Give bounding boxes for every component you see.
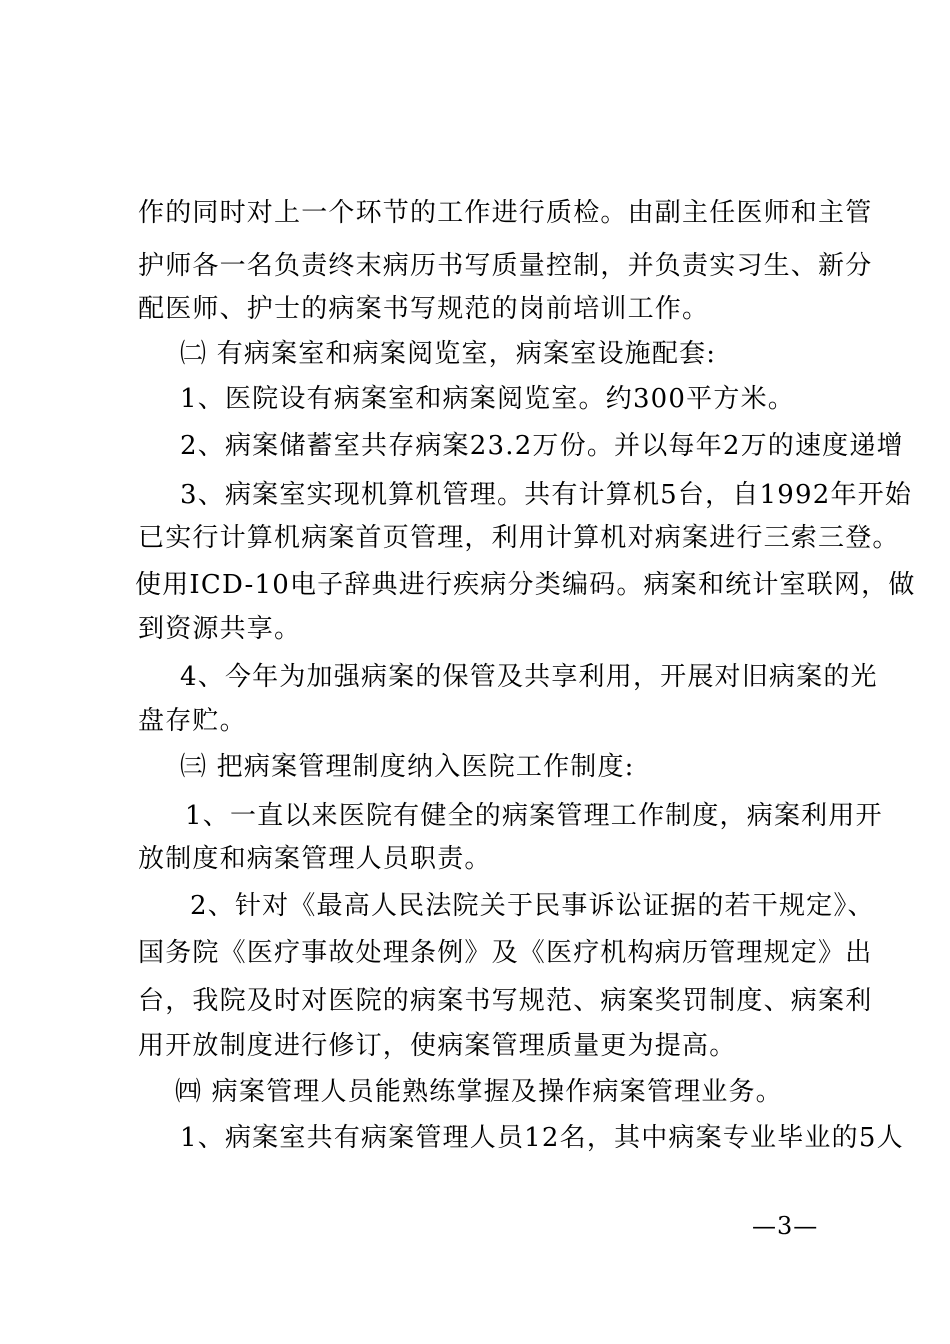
section-heading-4: ㈣ 病案管理人员能熟练掌握及操作病案管理业务。 xyxy=(175,1077,783,1107)
text-line-2: 护师各一名负责终末病历书写质量控制，并负责实习生、新分 xyxy=(138,251,873,281)
text-line-9: 使用ICD-10电子辞典进行疾病分类编码。病案和统计室联网，做 xyxy=(135,570,916,600)
section-heading-3: ㈢ 把病案管理制度纳入医院工作制度: xyxy=(180,752,635,782)
text-line-3: 配医师、护士的病案书写规范的岗前培训工作。 xyxy=(138,294,710,324)
section-heading-2: ㈡ 有病案室和病案阅览室，病案室设施配套: xyxy=(180,339,717,369)
text-line-16: 2、针对《最高人民法院关于民事诉讼证据的若干规定》、 xyxy=(190,891,875,921)
text-line-10: 到资源共享。 xyxy=(138,614,302,644)
text-line-6: 2、病案储蓄室共存病案23.2万份。并以每年2万的速度递增 xyxy=(180,431,904,461)
text-line-11: 4、今年为加强病案的保管及共享利用，开展对旧病案的光 xyxy=(180,662,878,692)
text-line-14: 1、一直以来医院有健全的病案管理工作制度，病案利用开 xyxy=(185,801,883,831)
text-line-7: 3、病案室实现机算机管理。共有计算机5台，自1992年开始 xyxy=(180,480,913,510)
text-line-8: 已实行计算机病案首页管理，利用计算机对病案进行三索三登。 xyxy=(138,523,900,553)
text-line-5: 1、医院设有病案室和病案阅览室。约300平方米。 xyxy=(180,384,795,414)
text-line-18: 台，我院及时对医院的病案书写规范、病案奖罚制度、病案利 xyxy=(138,986,873,1016)
text-line-21: 1、病案室共有病案管理人员12名，其中病案专业毕业的5人 xyxy=(180,1123,904,1153)
text-line-19: 用开放制度进行修订，使病案管理质量更为提高。 xyxy=(138,1031,737,1061)
page-number: —3— xyxy=(752,1212,819,1240)
text-line-15: 放制度和病案管理人员职责。 xyxy=(138,844,492,874)
text-line-12: 盘存贮。 xyxy=(138,706,247,736)
text-line-1: 作的同时对上一个环节的工作进行质检。由副主任医师和主管 xyxy=(138,198,873,228)
text-line-17: 国务院《医疗事故处理条例》及《医疗机构病历管理规定》出 xyxy=(138,938,873,968)
